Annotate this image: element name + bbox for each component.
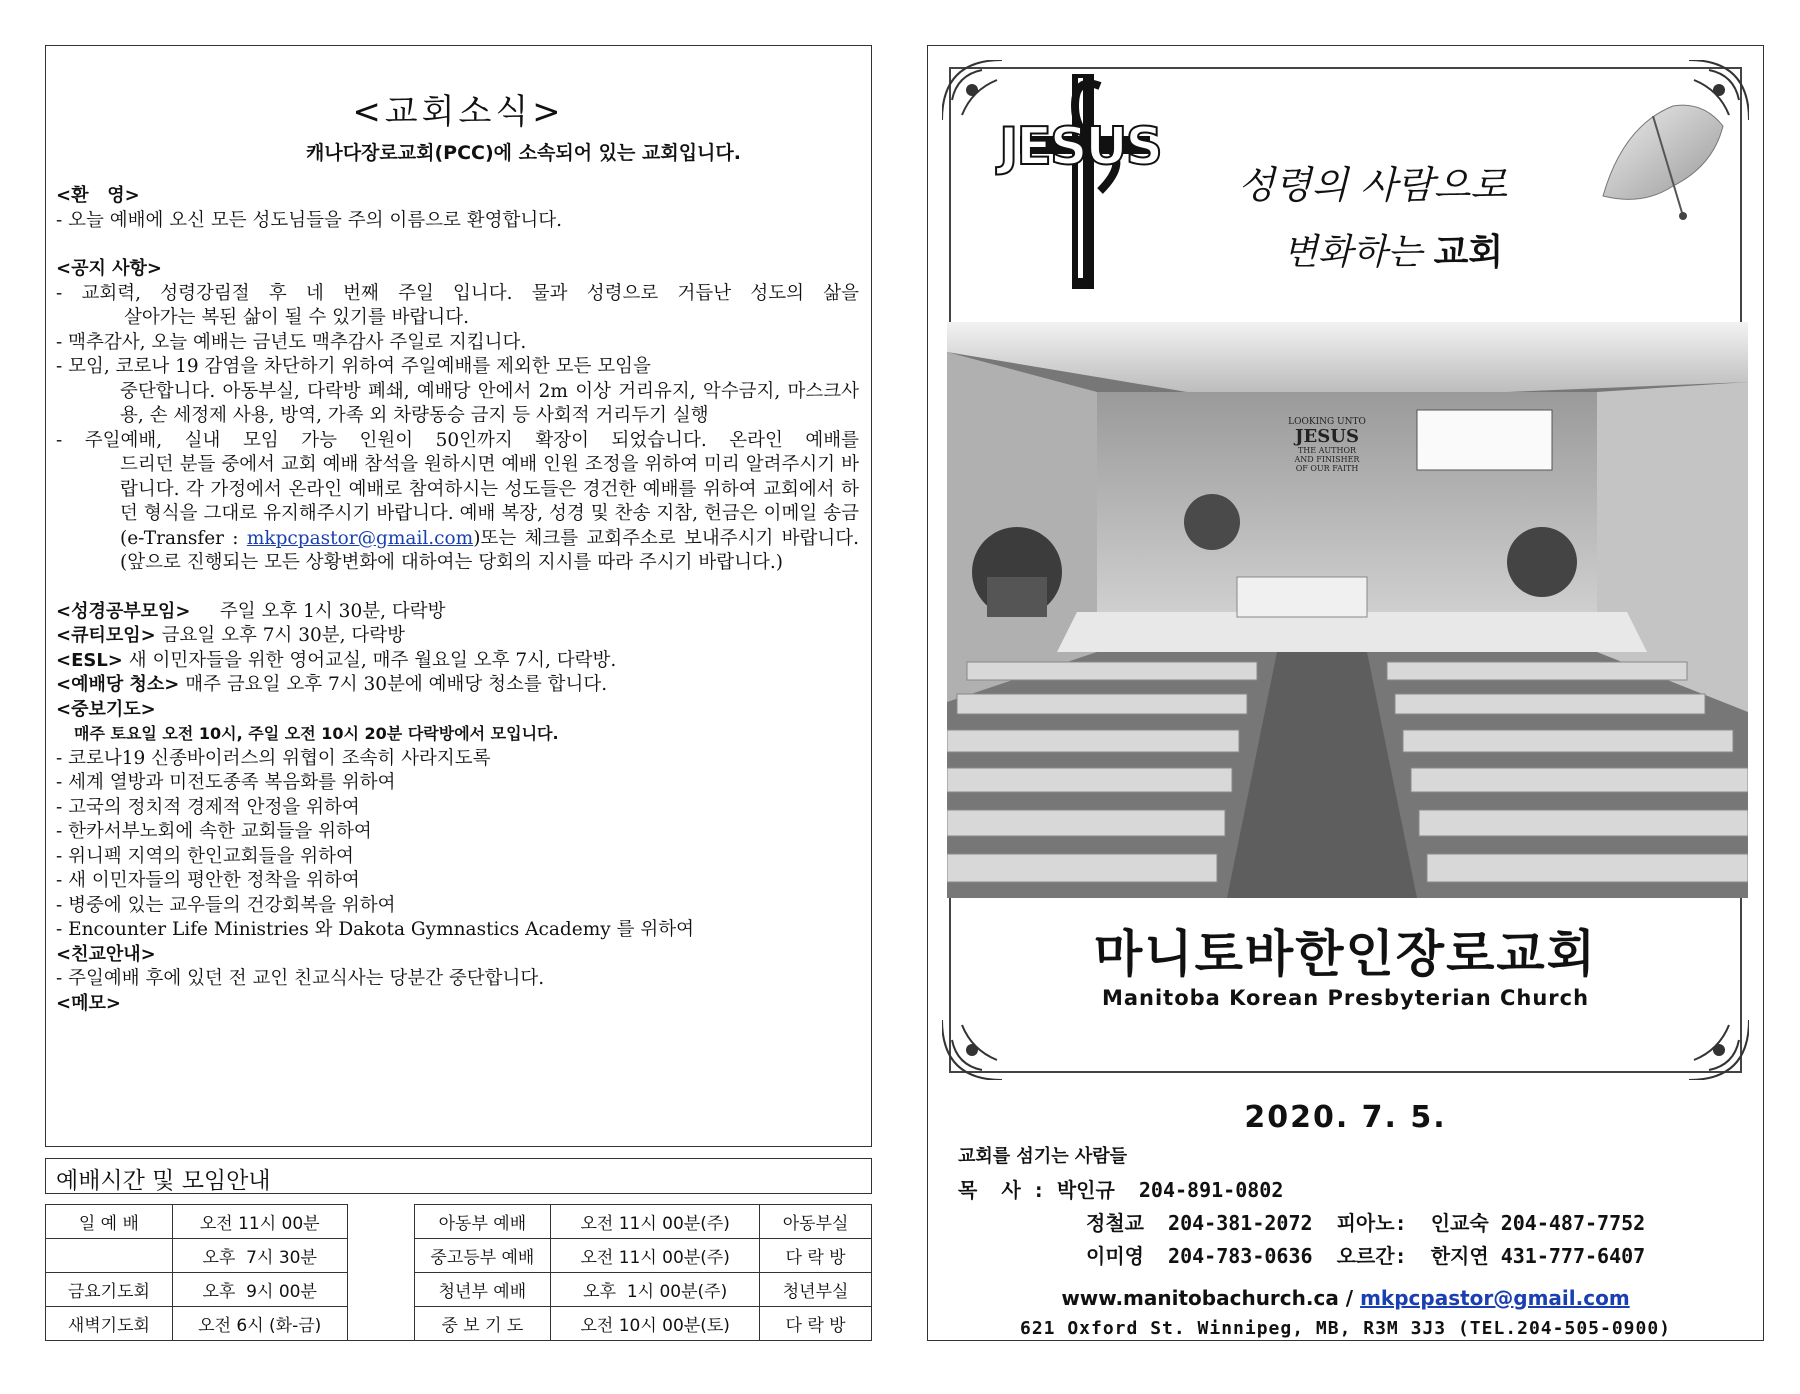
notice-3-first: - 모임, 코로나 19 감염을 차단하기 위하여 주일예배를 제외한 모든 모임을 bbox=[56, 356, 651, 377]
table-row bbox=[46, 1307, 872, 1341]
church-name-korean: 마니토바한인장로교회 bbox=[1094, 925, 1597, 983]
schedule-cell: 중고등부 예배 bbox=[414, 1239, 551, 1273]
schedule-cell: 금요기도회 bbox=[46, 1273, 173, 1307]
schedule-cell: 오전 10시 00분(토) bbox=[551, 1307, 760, 1341]
schedule-cell: 오전 6시 (화-금) bbox=[172, 1307, 347, 1341]
svg-text:AND FINISHER: AND FINISHER bbox=[1294, 455, 1360, 464]
staff-line-2: 정철교 204-381-2072 피아노: 인교숙 204-487-7752 bbox=[1086, 1211, 1646, 1235]
notice-1-first: - 교회력, 성령강림절 후 네 번째 주일 입니다. 물과 성령으로 거듭난 성도의 삶을 bbox=[56, 282, 859, 304]
prayer-item: - 세계 열방과 미전도종족 복음화를 위하여 bbox=[56, 772, 396, 793]
svg-text:JESUS: JESUS bbox=[1295, 426, 1359, 447]
news-body bbox=[56, 184, 859, 1016]
svg-text:LOOKING UNTO: LOOKING UNTO bbox=[1288, 417, 1366, 427]
bulletin-date: 2020. 7. 5. bbox=[1244, 1100, 1447, 1135]
fellowship-heading: <친교안내> bbox=[56, 943, 156, 965]
notice-4-text-end: )또는 체크를 교회주소로 보내주시기 바랍니다. (앞으로 진행되는 모든 상황변화에 대하여는 당회의 지시를 따라 주시기 바랍니다.) bbox=[120, 527, 859, 573]
prayer-item: - 병중에 있는 교우들의 건강회복을 위하여 bbox=[56, 894, 396, 916]
servers-title: 교회를 섬기는 사람들 bbox=[958, 1146, 1128, 1167]
prayer-schedule: 매주 토요일 오전 10시, 주일 오전 10시 20분 다락방에서 모입니다. bbox=[74, 724, 559, 743]
contact-links: www.manitobachurch.ca / mkpcpastor@gmail.com bbox=[1061, 1286, 1630, 1310]
schedule-cell: 청년부실 bbox=[760, 1273, 872, 1307]
logo-text: JESUS bbox=[999, 117, 1161, 177]
prayer-item: - Encounter Life Ministries 와 Dakota Gymnastics Academy 를 위하여 bbox=[56, 919, 694, 940]
prayer-item: - 위니펙 지역의 한인교회들을 위하여 bbox=[56, 845, 354, 867]
staff-line-1: 목 사 : 박인규 204-891-0802 bbox=[958, 1178, 1284, 1202]
news-subtitle: 캐나다장로교회(PCC)에 소속되어 있는 교회입니다. bbox=[306, 142, 741, 164]
schedule-cell: 오전 11시 00분(주) bbox=[551, 1205, 760, 1239]
wall-sign bbox=[1288, 417, 1366, 473]
memo-heading: <메모> bbox=[56, 992, 121, 1014]
prayer-item: - 한카서부노회에 속한 교회들을 위하여 bbox=[56, 821, 372, 842]
church-address: 621 Oxford St. Winnipeg, MB, R3M 3J3 (TEL.204-505-0900) bbox=[1019, 1318, 1672, 1339]
schedule-cell bbox=[46, 1239, 173, 1273]
schedule-cell: 오전 11시 00분(주) bbox=[551, 1239, 760, 1273]
schedule-cell: 다 락 방 bbox=[760, 1307, 872, 1341]
table-row bbox=[46, 1205, 872, 1239]
church-name-english: Manitoba Korean Presbyterian Church bbox=[1101, 986, 1590, 1010]
welcome-text: - 오늘 예배에 오신 모든 성도님들을 주의 이름으로 환영합니다. bbox=[56, 209, 562, 231]
cover-panel bbox=[927, 45, 1764, 1341]
fellowship-text: - 주일예배 후에 있던 전 교인 친교식사는 당분간 중단합니다. bbox=[56, 968, 545, 989]
esl-class: <ESL> 새 이민자들을 위한 영어교실, 매주 월요일 오후 7시, 다락방. bbox=[56, 649, 617, 671]
website-link[interactable]: www.manitobachurch.ca bbox=[1061, 1286, 1339, 1310]
church-cleaning: <예배당 청소> 매주 금요일 오후 7시 30분에 예배당 청소를 합니다. bbox=[56, 674, 608, 695]
news-panel bbox=[45, 45, 872, 1147]
jesus-cross-logo bbox=[980, 66, 1180, 296]
schedule-cell: 오후 7시 30분 bbox=[172, 1239, 347, 1273]
prayer-heading: <중보기도> bbox=[56, 698, 156, 720]
schedule-cell: 아동부실 bbox=[760, 1205, 872, 1239]
schedule-cell: 일 예 배 bbox=[46, 1205, 173, 1239]
qt-meeting: <큐티모임> 금요일 오후 7시 30분, 다락방 bbox=[56, 625, 406, 646]
table-row bbox=[46, 1239, 872, 1273]
schedule-cell: 아동부 예배 bbox=[414, 1205, 551, 1239]
svg-text:THE AUTHOR: THE AUTHOR bbox=[1297, 446, 1357, 455]
slogan-line-1: 성령의 사람으로 bbox=[1238, 163, 1508, 207]
schedule-cell: 중 보 기 도 bbox=[414, 1307, 551, 1341]
notice-heading: <공지 사항> bbox=[56, 258, 162, 279]
notice-4-text: 드리던 분들 중에서 교회 예배 참석을 원하시면 예배 인원 조정을 위하여 미리 알려주시기 바랍니다. 각 가정에서 온라인 예배로 참여하시는 성도들은 경건한 예배를 위하여 교회에서 하던 형식을 그대로 유지해주시기 바랍니다. 예배 복장, 성경 및 찬송 지참, 헌금은 이메일 송금 (e-Transfer : bbox=[120, 454, 859, 549]
notice-4-first: - 주일예배, 실내 모임 가능 인원이 50인까지 확장이 되었습니다. 온라인 예배를 bbox=[56, 429, 859, 451]
staff-line-3: 이미영 204-783-0636 오르간: 한지연 431-777-6407 bbox=[1086, 1244, 1646, 1268]
prayer-list bbox=[56, 747, 859, 943]
notice-1-rest: 살아가는 복된 삶이 될 수 있기를 바랍니다. bbox=[124, 307, 469, 328]
schedule-cell: 청년부 예배 bbox=[414, 1273, 551, 1307]
schedule-cell: 오후 1시 00분(주) bbox=[551, 1273, 760, 1307]
schedule-cell: 다 락 방 bbox=[760, 1239, 872, 1273]
notice-2: - 맥추감사, 오늘 예배는 금년도 맥추감사 주일로 지킵니다. bbox=[56, 331, 527, 353]
bible-study: <성경공부모임> 주일 오후 1시 30분, 다락방 bbox=[56, 600, 446, 622]
prayer-item: - 코로나19 신종바이러스의 위협이 조속히 사라지도록 bbox=[56, 747, 491, 769]
table-row bbox=[46, 1273, 872, 1307]
schedule-title: 예배시간 및 모임안내 bbox=[45, 1158, 872, 1194]
email-link[interactable]: mkpcpastor@gmail.com bbox=[1360, 1286, 1630, 1310]
slogan-line-2: 변화하는 교회 bbox=[1283, 231, 1504, 273]
news-title: <교회소식> bbox=[352, 92, 565, 132]
notice-3-rest: 중단합니다. 아동부실, 다락방 폐쇄, 예배당 안에서 2m 이상 거리유지, 악수금지, 마스크사용, 손 세정제 사용, 방역, 가족 외 차량동승 금지 등 사회적 거리두기 실행 bbox=[120, 380, 859, 426]
schedule-cell: 오전 11시 00분 bbox=[172, 1205, 347, 1239]
welcome-heading: <환 영> bbox=[56, 185, 140, 206]
schedule-cell: 오후 9시 00분 bbox=[172, 1273, 347, 1307]
email-link[interactable]: mkpcpastor@gmail.com bbox=[246, 527, 474, 549]
schedule-table bbox=[45, 1204, 872, 1341]
praying-hands-image bbox=[1583, 86, 1733, 226]
church-interior-photo bbox=[947, 322, 1748, 898]
notice-4-rest bbox=[56, 453, 859, 576]
prayer-item: - 고국의 정치적 경제적 안정을 위하여 bbox=[56, 796, 360, 818]
svg-text:OF OUR FAITH: OF OUR FAITH bbox=[1295, 464, 1359, 473]
prayer-item: - 새 이민자들의 평안한 정착을 위하여 bbox=[56, 870, 360, 891]
schedule-cell: 새벽기도회 bbox=[46, 1307, 173, 1341]
